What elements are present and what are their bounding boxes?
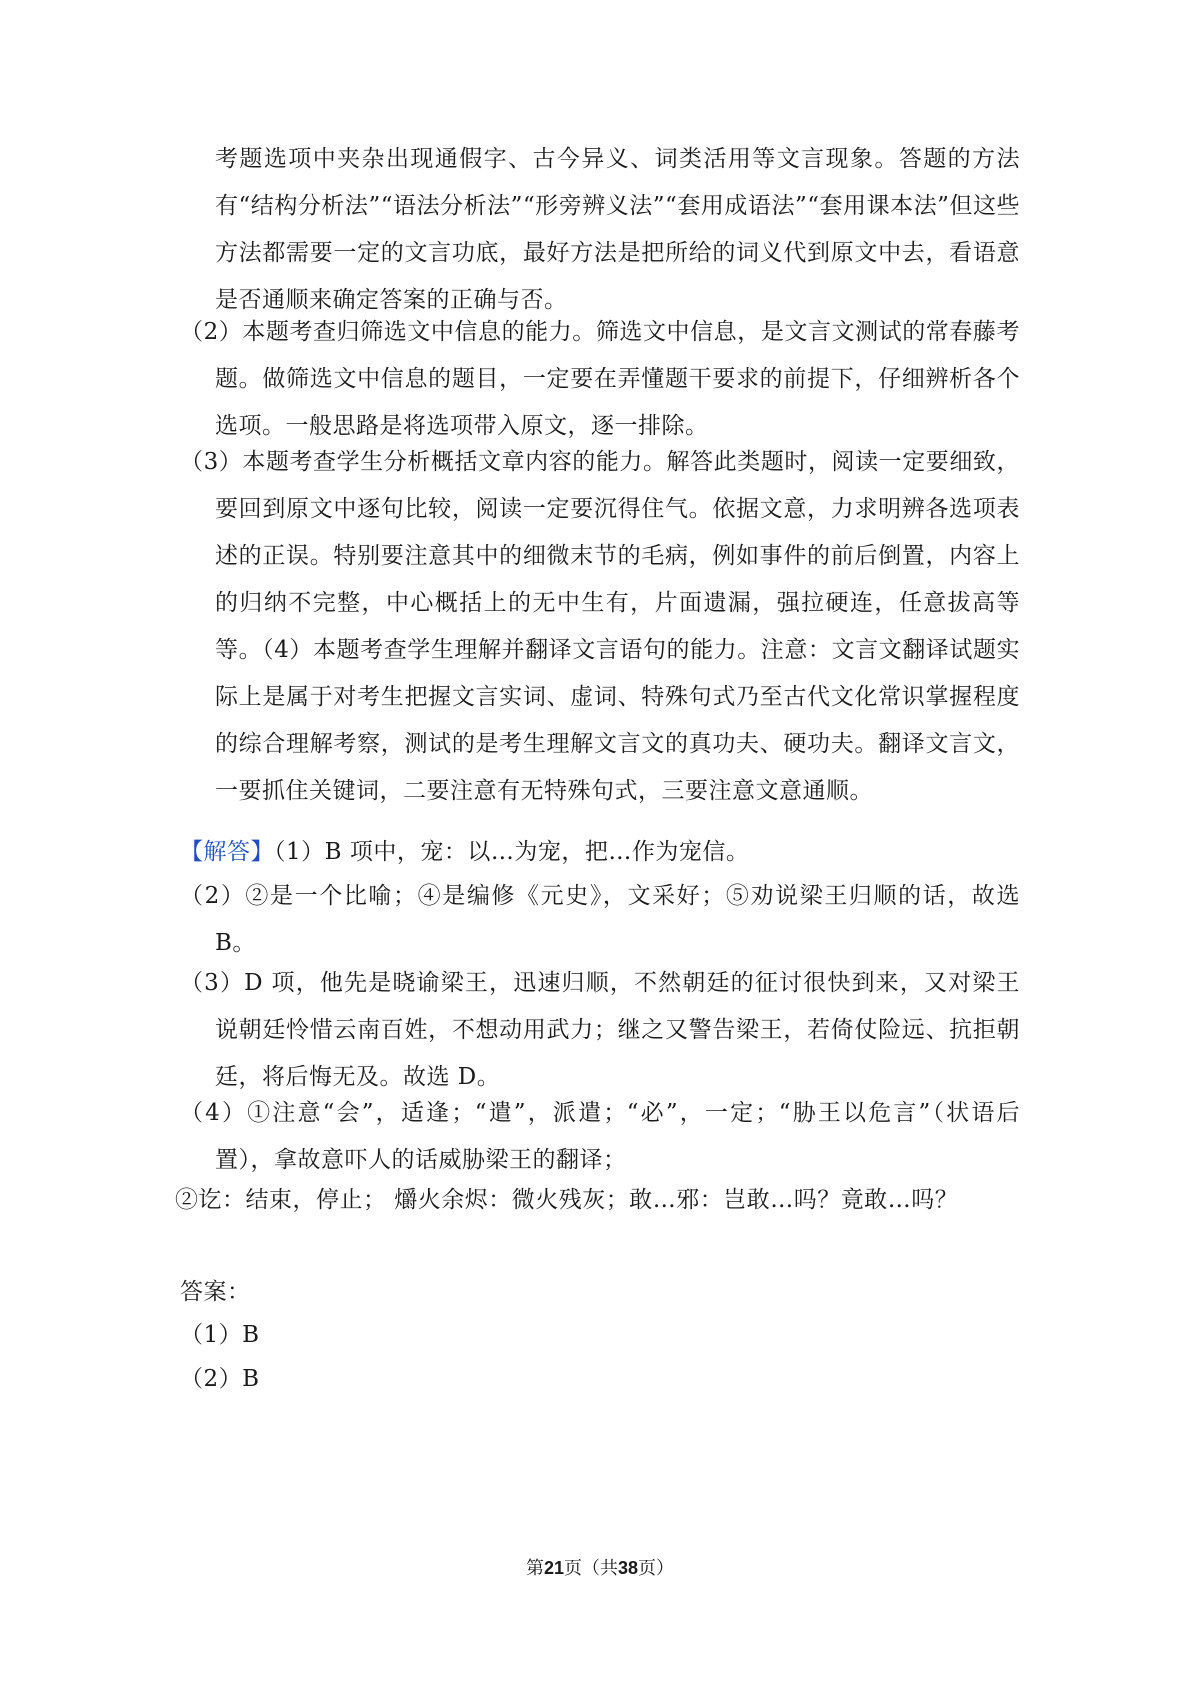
key-item-2: （2）B — [180, 1366, 260, 1392]
answer-item-2: （2）②是一个比喻；④是编修《元史》，文采好；⑤劝说梁王归顺的话，故选B。 — [180, 883, 1020, 956]
footer-suffix: 页） — [638, 1558, 675, 1579]
answer-item-1 — [180, 829, 1020, 876]
answer-tag: 【解答】 — [180, 839, 274, 865]
footer-middle: 页（共 — [564, 1558, 618, 1579]
answer-item-1-text: （1）B 项中，宠：以…为宠，把…作为宠信。 — [274, 839, 750, 865]
answer-item-3: （3）D 项，他先是晓谕梁王，迅速归顺，不然朝廷的征讨很快到来，又对梁王说朝廷怜惜云南百姓，不想动用武力；继之又警告梁王，若倚仗险远、抗拒朝廷，将后悔无及。故选 D。 — [180, 970, 1020, 1090]
analysis-item-2: （2）本题考查归筛选文中信息的能力。筛选文中信息，是文言文测试的常春藤考题。做筛选文中信息的题目，一定要在弄懂题干要求的前提下，仔细辨析各个选项。一般思路是将选项带入原文，逐一排除。 — [180, 319, 1020, 439]
answer-item-4-part-2: ②讫：结束，停止； 爝火余烬：微火残灰；敢…邪：岂敢…吗？竟敢…吗？ — [175, 1187, 959, 1213]
page-footer — [0, 1556, 1200, 1581]
footer-page-number: 21 — [543, 1558, 564, 1578]
footer-total-pages: 38 — [618, 1558, 639, 1578]
analysis-intro-paragraph: 考题选项中夹杂出现通假字、古今异义、词类活用等文言现象。答题的方法有“结构分析法”“语法分析法”“形旁辨义法”“套用成语法”“套用课本法”但这些方法都需要一定的文言功底，最好方法是把所给的词义代到原文中去，看语意是否通顺来确定答案的正确与否。 — [215, 146, 1020, 313]
analysis-item-3-4: （3）本题考查学生分析概括文章内容的能力。解答此类题时，阅读一定要细致，要回到原文中逐句比较，阅读一定要沉得住气。依据文意，力求明辨各选项表述的正误。特别要注意其中的细微末节的毛病，例如事件的前后倒置，内容上的归纳不完整，中心概括上的无中生有，片面遗漏，强拉硬连，任意拔高等等。（4）本题考查学生理解并翻译文言语句的能力。注意：文言文翻译试题实际上是属于对考生把握文言实词、虚词、特殊句式乃至古代文化常识掌握程度的综合理解考察，测试的是考生理解文言文的真功夫、硬功夫。翻译文言文，一要抓住关键词，二要注意有无特殊句式，三要注意文意通顺。 — [180, 449, 1020, 804]
key-item-1: （1）B — [180, 1322, 260, 1348]
key-label: 答案： — [180, 1279, 251, 1305]
footer-prefix: 第 — [525, 1558, 544, 1579]
answer-item-4: （4）①注意“会”，适逢；“遣”，派遣；“必”，一定；“胁王以危言”（状语后置），拿故意吓人的话威胁梁王的翻译； — [180, 1100, 1020, 1173]
